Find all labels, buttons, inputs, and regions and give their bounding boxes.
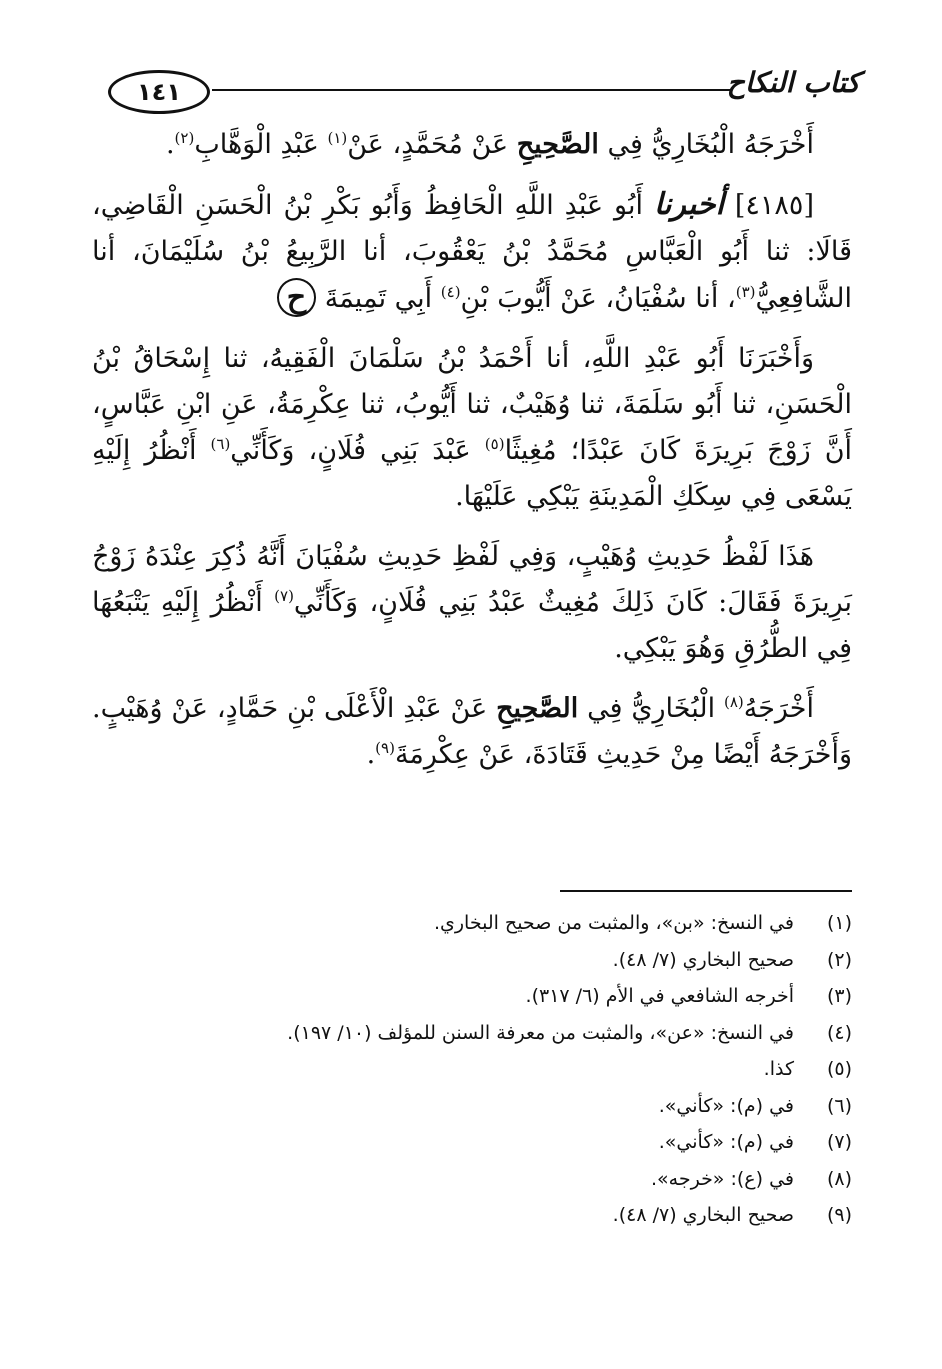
footnote-separator <box>560 890 852 892</box>
footnote-text: صحيح البخاري (٧/ ٤٨). <box>612 1204 794 1226</box>
footnote-number: (٤) <box>826 1021 852 1044</box>
footnote-ref: (٥) <box>484 435 505 453</box>
footnote-number: (٢) <box>826 948 852 971</box>
main-text <box>92 122 852 792</box>
akhbarana-word: أخبرنا <box>653 187 724 222</box>
footnote-text: في النسخ: «بن»، والمثبت من صحيح البخاري. <box>433 912 794 934</box>
footnote-number: (٣) <box>826 985 852 1007</box>
footnote-text: في (م): «كأني». <box>658 1131 794 1153</box>
footnote <box>92 985 852 1022</box>
footnote <box>92 912 852 949</box>
page-number: ١٤١ <box>108 70 210 114</box>
hadith-number: [٤١٨٥] <box>734 190 814 221</box>
footnote-number: (٧) <box>826 1131 852 1153</box>
footnote-ref: (٩) <box>375 739 395 757</box>
footnote-ref: (٧) <box>274 587 294 605</box>
footnote-number: (١) <box>826 912 852 934</box>
footnote-text: في (ع): «خرجه». <box>650 1167 794 1190</box>
footnote-ref: (٤) <box>440 283 461 301</box>
header-rule <box>212 89 730 91</box>
paragraph-3: وَأَخْبَرَنَا أَبُو عَبْدِ اللَّهِ، أنا أَحْمَدُ بْنُ سَلْمَانَ الْفَقِيهُ، ثنا إِسْحَاقُ بْنُ الْحَسَنِ، ثنا أَبُو سَلَمَةَ، ثنا وُهَيْبٌ، ثنا أَيُّوبُ، ثنا عِكْرِمَةُ، عَنِ ابْنِ عَبَّاسٍ، أَنَّ زَوْجَ بَرِيرَةَ كَانَ عَبْدًا؛ مُغِيثًا$^{(٥)}$ عَبْدَ بَنِي فُلَانٍ، وَكَأَنِّي$^{(٦)}$ أَنْظُرُ إِلَيْهِ يَسْعَى فِي سِكَكِ الْمَدِينَةِ يَبْكِي عَلَيْهَا. <box>92 343 853 512</box>
paragraph-4: هَذَا لَفْظُ حَدِيثِ وُهَيْبٍ، وَفِي لَفْظِ حَدِيثِ سُفْيَانَ أَنَّهُ ذُكِرَ عِنْدَهُ زَوْجُ بَرِيرَةَ فَقَالَ: كَانَ ذَلِكَ مُغِيثٌ عَبْدُ بَنِي فُلَانٍ، وَكَأَنِّي$^{(٧)}$ أَنْظُرُ إِلَيْهِ يَتْبَعُهَا فِي الطُّرُقِ وَهُوَ يَبْكِي. <box>92 541 852 664</box>
page-header <box>100 62 860 116</box>
paragraph-5: أَخْرَجَهُ$^{(٨)}$ الْبُخَارِيُّ فِي الصَّحِيحِ عَنْ عَبْدِ الْأَعْلَى بْنِ حَمَّادٍ، عَنْ وُهَيْبٍ. وَأَخْرَجَهُ أَيْضًا مِنْ حَدِيثِ قَتَادَةَ، عَنْ عِكْرِمَةَ$^{(٩)}$. <box>92 693 852 770</box>
paragraph-2: [٤١٨٥] أخبرنا أَبُو عَبْدِ اللَّهِ الْحَافِظُ وَأَبُو بَكْرِ بْنُ الْحَسَنِ الْقَاضِي، قَالَا: ثنا أَبُو الْعَبَّاسِ مُحَمَّدُ بْنُ يَعْقُوبَ، أنا الرَّبِيعُ بْنُ سُلَيْمَانَ، أنا الشَّافِعِيُّ$^{(٣)}$، أنا سُفْيَانُ، عَنْ أَيُّوبَ بْنِ$^{(٤)}$ أَبِي تَمِيمَةَ ح <box>92 187 852 315</box>
footnotes <box>92 912 852 1241</box>
tahwil-mark: ح <box>277 278 316 317</box>
footnote-ref: (٦) <box>210 435 231 453</box>
running-title: كتاب النكاح <box>726 66 860 99</box>
footnote-number: (٨) <box>826 1167 852 1190</box>
footnote-ref: (٨) <box>723 693 744 711</box>
footnote <box>92 1131 852 1168</box>
paragraph-1: أَخْرَجَهُ الْبُخَارِيُّ فِي الصَّحِيحِ عَنْ مُحَمَّدٍ، عَنْ$^{(١)}$ عَبْدِ الْوَهَّابِ$^{(٢)}$. <box>165 129 814 160</box>
footnote-text: كذا. <box>763 1058 794 1080</box>
footnote <box>92 1022 852 1059</box>
footnote-ref: (٢) <box>174 129 195 147</box>
footnote-number: (٦) <box>826 1094 852 1117</box>
footnote-number: (٥) <box>826 1058 852 1080</box>
footnote-ref: (١) <box>327 129 348 147</box>
footnote-text: أخرجه الشافعي في الأم (٦/ ٣١٧). <box>525 985 794 1007</box>
footnote-ref: (٣) <box>735 283 756 301</box>
footnote <box>92 1095 852 1132</box>
footnote-text: في النسخ: «عن»، والمثبت من معرفة السنن للمؤلف (١٠/ ١٩٧). <box>287 1021 794 1044</box>
footnote-text: في (م): «كأني». <box>658 1094 794 1117</box>
footnote <box>92 1204 852 1241</box>
footnote-text: صحيح البخاري (٧/ ٤٨). <box>612 948 794 971</box>
footnote <box>92 1058 852 1095</box>
footnote-number: (٩) <box>826 1204 852 1226</box>
footnote <box>92 1168 852 1205</box>
footnote <box>92 949 852 986</box>
